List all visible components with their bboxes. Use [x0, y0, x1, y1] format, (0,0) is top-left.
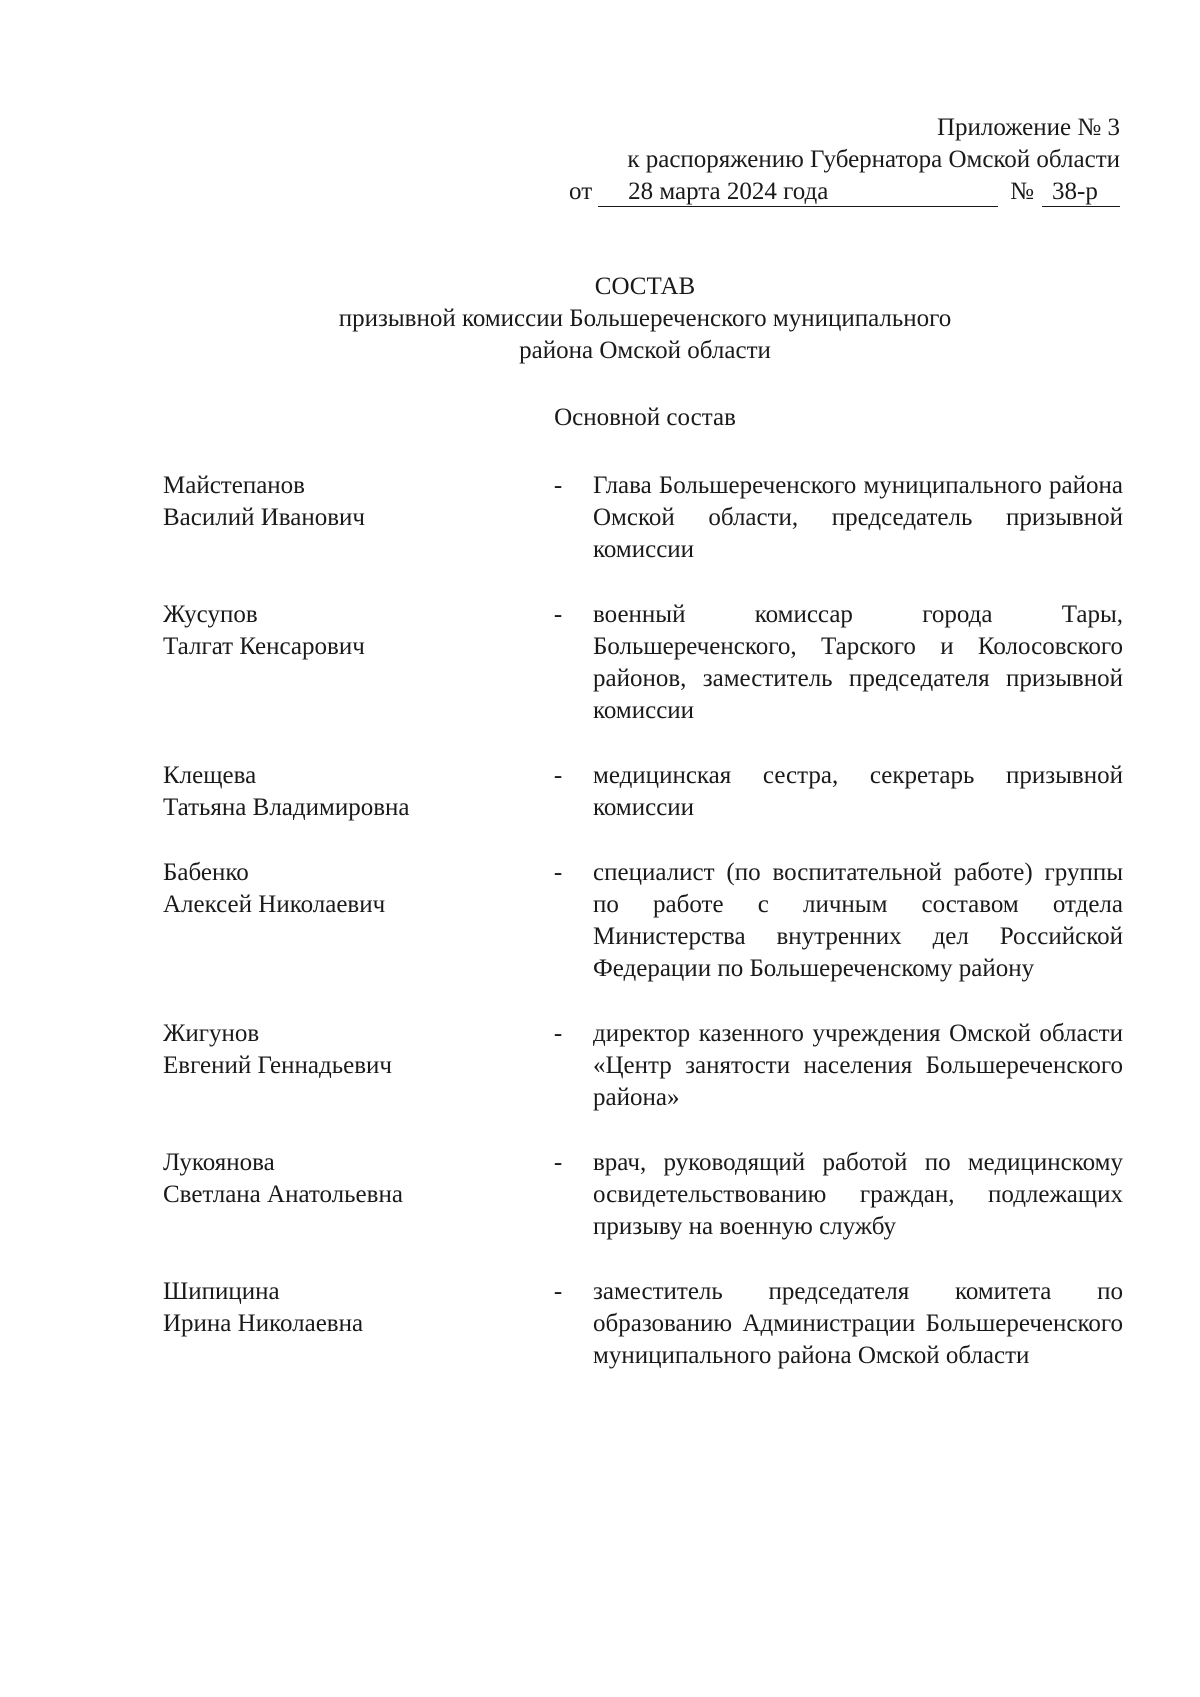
member-name — [163, 599, 523, 727]
member-name — [163, 1276, 523, 1372]
member-name — [163, 1147, 523, 1243]
number-sign: № — [1010, 178, 1034, 205]
member-dash: - — [553, 472, 563, 499]
list-item — [163, 1276, 1123, 1372]
list-item — [163, 1147, 1123, 1243]
list-item — [163, 599, 1123, 727]
member-description: заместитель председателя комитета по образованию Администрации Большереченского муниципального района Омской области — [593, 1278, 1123, 1369]
member-given-name: Алексей Николаевич — [163, 891, 386, 918]
member-dash: - — [553, 1149, 563, 1176]
order-date: 28 марта 2024 года — [598, 179, 998, 207]
appendix-number: Приложение № 3 — [936, 114, 1120, 141]
title-line-2: района Омской области — [519, 337, 771, 364]
order-date-line — [520, 176, 1120, 208]
member-surname: Майстепанов — [163, 472, 305, 499]
member-dash: - — [553, 1020, 563, 1047]
member-surname: Жигунов — [163, 1020, 260, 1047]
member-surname: Жусупов — [163, 601, 258, 628]
list-item — [163, 470, 1123, 566]
member-description: военный комиссар города Тары, Большереченского, Тарского и Колосовского районов, заместитель председателя призывной комиссии — [593, 601, 1123, 724]
order-number: 38-р — [1042, 179, 1120, 207]
member-description: специалист (по воспитательной работе) группы по работе с личным составом отдела Министерства внутренних дел Российской Федерации по Большереченскому району — [593, 859, 1123, 982]
member-dash: - — [553, 601, 563, 628]
member-description: медицинская сестра, секретарь призывной комиссии — [593, 762, 1123, 821]
section-heading: Основной состав — [554, 404, 736, 431]
member-surname: Бабенко — [163, 859, 249, 886]
appendix-header — [520, 112, 1120, 208]
date-prefix: от — [569, 178, 593, 205]
order-reference: к распоряжению Губернатора Омской области — [627, 146, 1120, 173]
title-main: СОСТАВ — [594, 273, 696, 300]
member-given-name: Евгений Геннадьевич — [163, 1052, 392, 1079]
title-line-1: призывной комиссии Большереченского муниципального — [338, 305, 952, 332]
member-given-name: Ирина Николаевна — [163, 1310, 364, 1337]
member-given-name: Талгат Кенсарович — [163, 633, 365, 660]
member-surname: Клещева — [163, 762, 257, 789]
member-description: Глава Большереченского муниципального района Омской области, председатель призывной комиссии — [593, 472, 1123, 563]
member-dash: - — [553, 1278, 563, 1305]
member-dash: - — [553, 859, 563, 886]
list-item — [163, 857, 1123, 985]
member-surname: Лукоянова — [163, 1149, 275, 1176]
member-given-name: Татьяна Владимировна — [163, 794, 410, 821]
member-name — [163, 470, 523, 566]
member-description: врач, руководящий работой по медицинскому освидетельствованию граждан, подлежащих призыву на военную службу — [593, 1149, 1123, 1240]
member-name — [163, 857, 523, 985]
member-name — [163, 1018, 523, 1114]
list-item — [163, 1018, 1123, 1114]
member-surname: Шипицина — [163, 1278, 280, 1305]
member-dash: - — [553, 762, 563, 789]
member-given-name: Василий Иванович — [163, 504, 365, 531]
members-list — [163, 470, 1123, 1405]
list-item — [163, 760, 1123, 824]
member-given-name: Светлана Анатольевна — [163, 1181, 403, 1208]
document-title — [160, 271, 1130, 367]
member-name — [163, 760, 523, 824]
member-description: директор казенного учреждения Омской области «Центр занятости населения Большереченского района» — [593, 1020, 1123, 1111]
